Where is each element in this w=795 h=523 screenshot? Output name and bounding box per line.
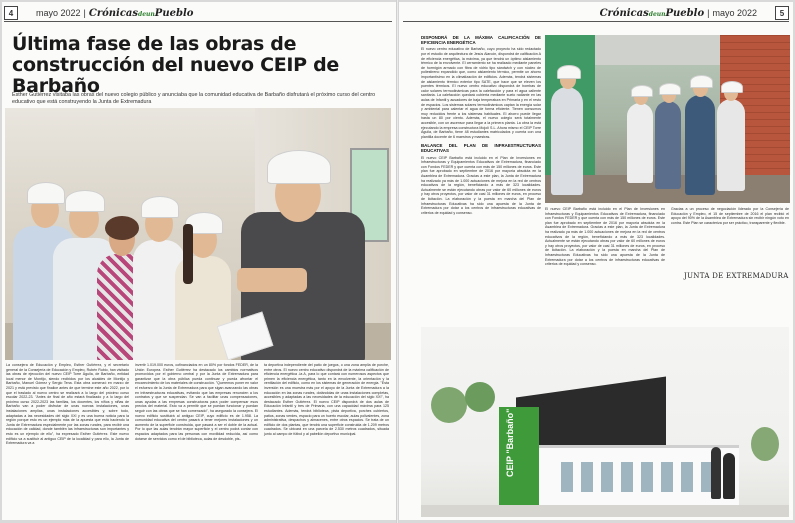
render-tree-left <box>431 387 467 423</box>
right-col-1: DISPONDRÁ DE LA MÁXIMA CALIFICACIÓN DE EFICIENCIA ENERGÉTICA El nuevo centro educativo de Barbaño, cuyo proyecto ha sido redactado por el estudio de arquitectura de Jesús Alarcón, dispondrá de calificación A de eficiencia energética, la máxima, ya que tendrá un óptimo aislamiento térmico de la envolvente. El cerramiento se ha realizado mediante paneles de hormigón armado con fibra de vidrio tipo sándwich y con núcleo de poliestireno expandido que, como aislamiento térmico, permite un ahorro importantísimo en la climatización de edificios. Además, tendrá sistemas de aislamiento térmico exterior tipo SATE, que hace que se eleven los puentes térmicos. El nuevo centro educativo dispondrá de bombas de calor solares termodinámicas para la calefacción y para el agua caliente sanitaria. La calefacción quedará cubierta mediante suelo radiante en las aulas de Infantil y ausadores de baja temperatura en Primaria y en el resto de espacios. Los sistemas solares termodinámicos captan la energía solar y ambiental para calentar el agua de forma eficiente. Tienen consumos muy reducidos frente a los sistemas habituales. El ahorro puede llegar hasta un 80 por ciento. Además, el nuevo colegio será totalmente accesible, con un ascensor para llegar a la primera planta. La obra la está ejecutando la empresa constructora Mojolí S.L. Ahora mismo el CEIP Torre Águila, de Barbaño, tiene 48 estudiantes matriculados y cuenta con una plantilla docente de 6 maestros y maestras. BALANCE DEL PLAN DE INFRAESTRUCTURAS EDUCATIVAS El nuevo CEIP Barbaño está incluido en el Plan de Inversiones en Infraestructuras y Equipamientos Educativos de Extremadura, financiado con Fondos FEDER y que cuenta con más de 150 millones de euros. Este plan fue aprobado en septiembre de 2016 por mayoría absoluta en la Asamblea de Extremadura. Gracias a este plan, la Junta de Extremadura ha realizado ya más de 1.000 actuaciones de mejora en la red de centros educativos de la región, beneficiando a más de 323 localidades. Actualmente se están ejecutando obras por valor de 60 millones de euros y hay otros proyectos, por valor de casi 31 millones de euros, en proceso de licitación. La elaboración y la puesta en marcha del Plan de Infraestructuras Educativas ha sido una apuesta de la Junta de Extremadura por dotar a los centros de infraestructuras educativas de criterios de equidad y consenso. <box>421 35 541 215</box>
header-rule-right <box>403 21 789 22</box>
header-rule <box>4 21 392 22</box>
right-col-2: El nuevo CEIP Barbaño está incluido en el Plan de Inversiones en Infraestructuras y Equipamientos Educativos de Extremadura, financiado con Fondos FEDER y que cuenta con más de 150 millones de euros. Este plan fue aprobado en septiembre de 2016 por mayoría absoluta en la Asamblea de Extremadura. Gracias a este plan, la Junta de Extremadura ha realizado ya más de 1.000 actuaciones de mejora en la red de centros educativos de la región, beneficiando a más de 323 localidades. Actualmente se están ejecutando obras por valor de 60 millones de euros y hay otros proyectos, por valor de casi 31 millones de euros, en proceso de licitación. La elaboración y la puesta en marcha del Plan de Infraestructuras Educativas ha sido una apuesta de la Junta de Extremadura por dotar a los centros de infraestructuras educativas de criterios de equidad y consenso. <box>545 207 665 267</box>
render-ground <box>421 505 789 517</box>
section-heading-plan: BALANCE DEL PLAN DE INFRAESTRUCTURAS EDUCATIVAS <box>421 143 541 154</box>
left-col-3: ta deportiva independiente del patio de juegos, o una zona amplia de porche, entre otros. El nuevo centro educativo dispondrá de la máxima calificación de eficiencia energética -la A, para lo que contará con numerosos aspectos que primen la eficiencia energética, tanto en la envolvente, la orientación y la ventilación del edificio, como en los sistemas de generación de energía. "Esta inversión es una muestra más por el apoyo de la Junta de Extremadura a la educación en las zonas rurales, dotándolas de unas instalaciones completas, accesibles y adaptadas a las necesidades de la educación del siglo XXI", ha destacado Esther Gutiérrez. El nuevo CEIP dispondrá de dos aulas de Educación Infantil y tres de Primaria, con una capacidad máxima para 125 estudiantes. Además, tendrá biblioteca, pista deportiva, porches cubiertos, patios, zonas verdes, espacio para un huerto escolar, aulas polivalentes, zona administrativa, despachos y almacenes, entre otros espacios. Se trata de un edificio de dos plantas, que tendrá una superficie construida de 1.209 metros cuadrados. Se ubicará en una parcela de 2.530 metros cuadrados, situada junto al campo de fútbol y al pabellón deportivo municipal. <box>264 363 389 436</box>
article-title: Última fase de las obras de construcción del nuevo CEIP de Barbaño <box>12 33 339 97</box>
masthead-right: CrónicasdeunPueblo <box>599 7 705 19</box>
main-photo <box>5 108 391 360</box>
header-separator-right: | <box>707 8 710 18</box>
building-render <box>421 327 789 517</box>
right-header <box>600 6 789 20</box>
render-tree-left-2 <box>465 382 495 412</box>
site-ceiling <box>595 35 720 65</box>
left-col-1: La consejera de Educación y Empleo, Esther Gutiérrez, y el secretario general de la Consejería de Educación y Empleo, Rubén Rubio, han visitado las obras de ejecución del nuevo CEIP Torre Águila, de Barbaño, entidad local menor de Montijo, siendo recibidos por los alcaldes de Montijo y Barbaño, Manuel Gómez y Sergio Tena. Esta obra comenzó en marzo de 2021 y está previsto que finalice antes de que termine este año 2022, por lo que el traslado al nuevo centro se realizará a lo largo del próximo curso escolar 2022-23. "Antes de final de año estará finalizado y a lo largo del próximo curso 2022-2023 las familias, los docentes, los niños y niñas de Barbaño van a poder disfrutar de unas nuevas instalaciones, unas instalaciones amplias, unas instalaciones accesibles y, sobre todo, adaptadas a las necesidades del siglo XXI y es una buena noticia para la región porque esto es un ejemplo más de la apuesta que está haciendo la Junta de Extremadura especialmente por las zonas rurales, para recibir una educación de calidad, donde también las infraestructuras son importantes y esto es un ejemplo de ello", ha expresado Esther Gutiérrez. Este nuevo edificio va a sustituir al antiguo CEIP de la localidad y para ello, la Junta de Extremadura va a <box>6 363 129 446</box>
page-number-right: 5 <box>775 6 789 20</box>
masthead: CrónicasdeunPueblo <box>88 7 194 19</box>
render-tree-right <box>751 427 779 461</box>
junta-logo-label: JUNTA DE EXTREMADURA <box>684 272 789 280</box>
header-separator: | <box>83 8 86 18</box>
render-silhouette-1 <box>711 447 721 499</box>
right-page <box>399 2 793 520</box>
render-sign: CEIP "Barbaño" <box>505 408 515 477</box>
left-page <box>2 2 396 520</box>
left-col-2: invertir 1.019.000 euros, cofinanciados en un 80% por fondos FEDER, de la Unión Europea. Esther Gutiérrez ha destacado los cambios normativos promovidos por el gobierno central y por la Junta de Extremadura para garantizar que la obra pública pueda continuar y pueda afrontar el encarecimiento de los materiales de construcción. "Queremos poner en valor el esfuerzo de la Junta de Extremadura para que sigan avanzando las obras en infraestructuras educativas, evitando que las empresas renuncien a los contratos y que se suspendan. Se van a facilitar unas compensaciones, unas ayudas a las empresas constructoras para poder compensar esos precios del material. Esto va a permitir que se puedan funcionar y puedan seguir con las obras que se han comenzado", ha asegurado la consejera. El nuevo edificio sustituirá al antiguo CEIP, cuyo edificio es de 1.958. La comunidad educativa del centro pasará a tener mejores instalaciones y un aumento de la superficie construida, que pasará a ser el doble de la actual. Por lo que las aulas tendrán mayor superficie y el centro podrá contar con espacios adaptados para las personas con movilidad reducida, así como dotarse de servicios como el de biblioteca, aulas de desdoble, pis- <box>135 363 258 441</box>
section-heading-efficiency: DISPONDRÁ DE LA MÁXIMA CALIFICACIÓN DE EFICIENCIA ENERGÉTICA <box>421 35 541 46</box>
left-header <box>4 6 193 20</box>
render-silhouette-2 <box>723 453 735 499</box>
render-windows <box>561 462 711 492</box>
site-photo <box>545 35 790 203</box>
article-subtitle: Esther Gutiérrez visitaba las obras del nuevo colegio público y anunciaba que la comunidad educativa de Barbaño disfrutará el próximo curso del centro educativo que está construyendo la Junta de Extremadura <box>12 92 376 105</box>
issue-date-right: mayo 2022 <box>712 8 757 18</box>
right-col-3: Gracias a un proceso de negociación liderado por la Consejería de Educación y Empleo, el 15 de septiembre de 2016 el plan recibió el apoyo del 90% de la Asamblea de Extremadura sin recibir ningún voto en contra. Este Plan se caracteriza por ser práctico, transparente y flexible. <box>671 207 789 225</box>
page-number: 4 <box>4 6 18 20</box>
issue-date: mayo 2022 <box>36 8 81 18</box>
